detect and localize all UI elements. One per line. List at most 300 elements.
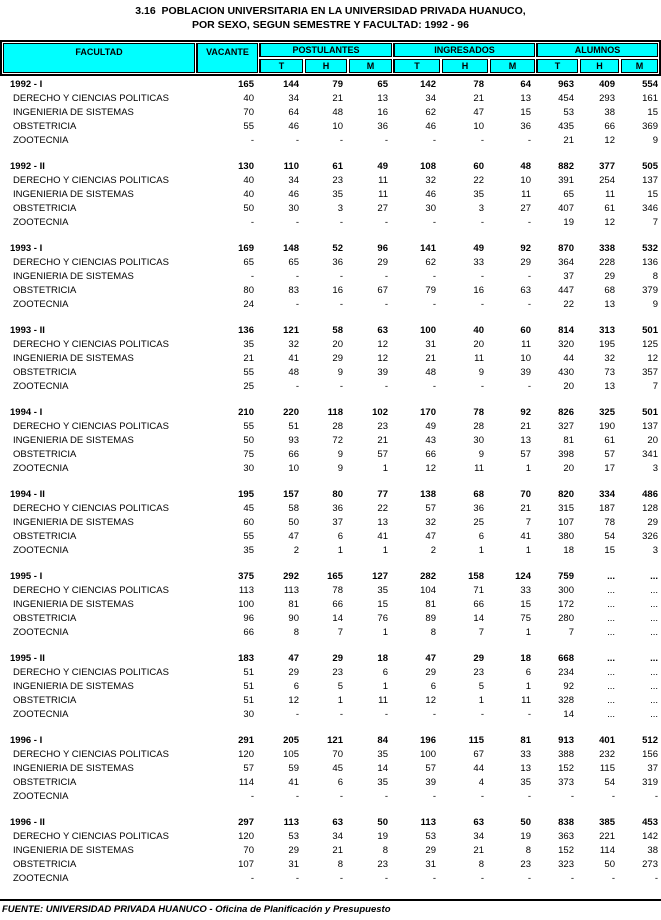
faculty-row [0,830,661,844]
row-label: OBSTETRICIA [13,449,77,460]
value-cell: 8 [430,627,436,638]
value-cell: 1 [382,545,388,556]
value-cell: - [250,135,254,146]
value-cell: 45 [243,503,254,514]
value-cell: 13 [520,93,531,104]
value-cell: 234 [558,667,574,678]
row-label: 1992 - II [10,161,45,172]
value-cell: 435 [558,121,574,132]
value-cell: 66 [243,627,254,638]
value-cell: 453 [642,817,658,828]
value-cell: 12 [288,695,299,706]
value-cell: 8 [652,271,658,282]
value-cell: 78 [332,585,343,596]
value-cell: 31 [288,859,299,870]
value-cell: 47 [288,653,299,664]
value-cell: - [295,271,299,282]
value-cell: 34 [473,831,484,842]
value-cell: 1 [337,695,343,706]
value-cell: ... [607,709,615,720]
row-label: DERECHO Y CIENCIAS POLITICAS [13,749,169,760]
value-cell: ... [650,667,658,678]
value-cell: 512 [642,735,658,746]
value-cell: 15 [520,107,531,118]
value-cell: 454 [558,93,574,104]
value-cell: 96 [377,243,388,254]
value-cell: 35 [243,339,254,350]
value-cell: - [384,381,388,392]
value-cell: 380 [558,531,574,542]
row-label: OBSTETRICIA [13,285,77,296]
faculty-row [0,666,661,680]
faculty-row [0,256,661,270]
group-header-ingresados: INGRESADOS [393,43,535,57]
value-cell: 315 [558,503,574,514]
value-cell: 13 [604,299,615,310]
value-cell: - [384,271,388,282]
value-cell: 34 [332,831,343,842]
value-cell: 32 [425,175,436,186]
value-cell: 60 [473,161,484,172]
value-cell: 55 [243,367,254,378]
value-cell: 20 [563,381,574,392]
value-cell: 501 [642,407,658,418]
value-cell: - [250,873,254,884]
value-cell: 50 [243,435,254,446]
value-cell: 29 [425,667,436,678]
value-cell: 15 [520,599,531,610]
value-cell: - [339,135,343,146]
value-cell: 61 [332,161,343,172]
value-cell: ... [650,585,658,596]
value-cell: 63 [473,817,484,828]
row-label: ZOOTECNIA [13,873,69,884]
value-cell: 196 [420,735,436,746]
sub-header-ingresados-t: T [393,59,440,73]
value-cell: 130 [238,161,254,172]
value-cell: 161 [642,93,658,104]
value-cell: 16 [332,285,343,296]
value-cell: - [432,217,436,228]
value-cell: 8 [293,627,299,638]
value-cell: 70 [243,107,254,118]
value-cell: 29 [647,517,658,528]
value-cell: 9 [478,367,484,378]
value-cell: - [654,791,658,802]
value-cell: 7 [478,627,484,638]
value-cell: 66 [425,449,436,460]
row-label: DERECHO Y CIENCIAS POLITICAS [13,93,169,104]
value-cell: 157 [283,489,299,500]
value-cell: 532 [642,243,658,254]
value-cell: - [295,791,299,802]
value-cell: 90 [288,613,299,624]
value-cell: 1 [382,627,388,638]
faculty-row [0,844,661,858]
value-cell: 62 [425,257,436,268]
value-cell: 76 [377,613,388,624]
value-cell: 128 [642,503,658,514]
value-cell: 7 [337,627,343,638]
value-cell: 8 [478,859,484,870]
row-label: ZOOTECNIA [13,299,69,310]
faculty-row [0,694,661,708]
value-cell: 46 [425,189,436,200]
value-cell: 70 [332,749,343,760]
value-cell: 75 [520,613,531,624]
value-cell: 1 [525,463,531,474]
faculty-row [0,298,661,312]
value-cell: 104 [420,585,436,596]
value-cell: 273 [642,859,658,870]
value-cell: 53 [425,831,436,842]
value-cell: 81 [563,435,574,446]
title-block [0,0,661,32]
row-label: INGENIERIA DE SISTEMAS [13,681,134,692]
semester-total-row [0,488,661,502]
row-label: ZOOTECNIA [13,627,69,638]
value-cell: 41 [288,777,299,788]
value-cell: 16 [473,285,484,296]
value-cell: - [480,873,484,884]
value-cell: 13 [520,435,531,446]
value-cell: 11 [521,189,531,200]
value-cell: 19 [377,831,388,842]
value-cell: 3 [652,545,658,556]
value-cell: - [480,217,484,228]
value-cell: 77 [377,489,388,500]
row-label: 1995 - I [10,571,43,582]
value-cell: 137 [642,421,658,432]
value-cell: 70 [243,845,254,856]
value-cell: ... [607,627,615,638]
value-cell: 338 [599,243,615,254]
value-cell: 11 [521,339,531,350]
value-cell: 29 [288,667,299,678]
value-cell: 1 [525,627,531,638]
value-cell: 44 [473,763,484,774]
row-label: 1992 - I [10,79,43,90]
value-cell: 65 [243,257,254,268]
faculty-row [0,612,661,626]
value-cell: - [480,791,484,802]
section-gap [0,886,661,898]
value-cell: 46 [288,189,299,200]
value-cell: 61 [604,435,615,446]
value-cell: 22 [563,299,574,310]
value-cell: ... [650,653,658,664]
value-cell: 12 [604,217,615,228]
value-cell: 388 [558,749,574,760]
value-cell: - [384,135,388,146]
value-cell: 29 [377,257,388,268]
value-cell: 21 [332,93,343,104]
value-cell: 407 [558,203,574,214]
value-cell: 35 [473,189,484,200]
value-cell: 49 [425,421,436,432]
value-cell: 105 [283,749,299,760]
value-cell: 127 [372,571,388,582]
value-cell: 319 [642,777,658,788]
value-cell: 81 [425,599,436,610]
value-cell: 232 [599,749,615,760]
value-cell: ... [650,695,658,706]
value-cell: 142 [420,79,436,90]
value-cell: 327 [558,421,574,432]
semester-total-row [0,242,661,256]
value-cell: 19 [520,831,531,842]
faculty-row [0,748,661,762]
value-cell: 80 [243,285,254,296]
semester-total-row [0,160,661,174]
value-cell: 50 [288,517,299,528]
value-cell: - [384,299,388,310]
value-cell: 36 [377,121,388,132]
value-cell: 23 [332,667,343,678]
value-cell: 30 [243,709,254,720]
value-cell: 13 [377,93,388,104]
faculty-row [0,92,661,106]
value-cell: 6 [478,531,484,542]
value-cell: ... [607,681,615,692]
value-cell: 120 [238,749,254,760]
faculty-row [0,708,661,722]
row-label: OBSTETRICIA [13,777,77,788]
value-cell: 882 [558,161,574,172]
faculty-row [0,216,661,230]
group-header-alumnos: ALUMNOS [536,43,658,57]
value-cell: 46 [288,121,299,132]
value-cell: - [480,709,484,720]
faculty-row [0,626,661,640]
value-cell: 15 [604,545,615,556]
value-cell: 35 [377,749,388,760]
value-cell: 21 [563,135,574,146]
value-cell: 40 [243,93,254,104]
value-cell: 39 [520,367,531,378]
value-cell: 1 [337,545,343,556]
row-label: ZOOTECNIA [13,381,69,392]
value-cell: - [432,873,436,884]
value-cell: 83 [288,285,299,296]
value-cell: 6 [293,681,299,692]
value-cell: 66 [473,599,484,610]
row-label: INGENIERIA DE SISTEMAS [13,763,134,774]
row-label: ZOOTECNIA [13,217,69,228]
value-cell: 158 [468,571,484,582]
value-cell: 36 [332,503,343,514]
value-cell: 38 [604,107,615,118]
faculty-row [0,134,661,148]
value-cell: 49 [473,243,484,254]
value-cell: 24 [243,299,254,310]
value-cell: 22 [377,503,388,514]
row-label: INGENIERIA DE SISTEMAS [13,271,134,282]
value-cell: 125 [642,339,658,350]
value-cell: 447 [558,285,574,296]
value-cell: 54 [604,531,615,542]
value-cell: 6 [337,531,343,542]
value-cell: - [570,791,574,802]
value-cell: - [384,873,388,884]
value-cell: 170 [420,407,436,418]
value-cell: 7 [525,517,531,528]
value-cell: 10 [520,175,531,186]
section-gap [0,148,661,160]
value-cell: 20 [647,435,658,446]
sub-header-ingresados-m: M [490,59,535,73]
value-cell: ... [650,627,658,638]
value-cell: 3 [652,463,658,474]
faculty-row [0,420,661,434]
faculty-row [0,434,661,448]
value-cell: 75 [243,449,254,460]
value-cell: 31 [425,859,436,870]
value-cell: 377 [599,161,615,172]
faculty-row [0,338,661,352]
value-cell: 364 [558,257,574,268]
value-cell: 814 [558,325,574,336]
row-label: 1996 - II [10,817,45,828]
row-label: DERECHO Y CIENCIAS POLITICAS [13,421,169,432]
value-cell: 59 [288,763,299,774]
value-cell: ... [607,667,615,678]
value-cell: 12 [425,695,436,706]
value-cell: 398 [558,449,574,460]
value-cell: ... [607,613,615,624]
value-cell: 391 [558,175,574,186]
value-cell: 11 [474,353,484,364]
value-cell: 79 [425,285,436,296]
value-cell: 108 [420,161,436,172]
value-cell: 29 [288,845,299,856]
value-cell: 401 [599,735,615,746]
value-cell: 148 [283,243,299,254]
value-cell: - [295,217,299,228]
row-label: OBSTETRICIA [13,859,77,870]
value-cell: 78 [473,407,484,418]
value-cell: 29 [332,653,343,664]
value-cell: ... [607,585,615,596]
value-cell: 430 [558,367,574,378]
value-cell: 53 [563,107,574,118]
row-label: INGENIERIA DE SISTEMAS [13,107,134,118]
row-label: DERECHO Y CIENCIAS POLITICAS [13,503,169,514]
faculty-row [0,106,661,120]
value-cell: 29 [425,845,436,856]
value-cell: 43 [425,435,436,446]
sub-header-postulantes-m: M [349,59,392,73]
row-label: INGENIERIA DE SISTEMAS [13,845,134,856]
value-cell: 23 [377,859,388,870]
value-cell: 8 [337,859,343,870]
section-gap [0,640,661,652]
value-cell: 297 [238,817,254,828]
value-cell: 291 [238,735,254,746]
value-cell: 963 [558,79,574,90]
value-cell: 51 [243,695,254,706]
value-cell: 66 [604,121,615,132]
row-label: INGENIERIA DE SISTEMAS [13,353,134,364]
value-cell: 300 [558,585,574,596]
faculty-row [0,380,661,394]
value-cell: 8 [525,845,531,856]
page-title-line2: POR SEXO, SEGUN SEMESTRE Y FACULTAD: 1992 - 96 [192,19,469,31]
value-cell: - [250,271,254,282]
value-cell: 64 [520,79,531,90]
value-cell: - [295,135,299,146]
value-cell: 33 [520,749,531,760]
faculty-row [0,502,661,516]
value-cell: 156 [642,749,658,760]
table-header-grid [2,42,659,74]
faculty-row [0,174,661,188]
value-cell: 38 [647,845,658,856]
value-cell: 29 [332,353,343,364]
value-cell: 142 [642,831,658,842]
value-cell: ... [607,599,615,610]
value-cell: - [384,791,388,802]
row-label: ZOOTECNIA [13,135,69,146]
row-label: ZOOTECNIA [13,545,69,556]
value-cell: 46 [425,121,436,132]
value-cell: 21 [243,353,254,364]
section-gap [0,558,661,570]
section-gap [0,804,661,816]
value-cell: 55 [243,121,254,132]
value-cell: 326 [642,531,658,542]
value-cell: 93 [288,435,299,446]
value-cell: 100 [420,325,436,336]
semester-total-row [0,78,661,92]
value-cell: 110 [283,161,299,172]
value-cell: 334 [599,489,615,500]
row-label: INGENIERIA DE SISTEMAS [13,599,134,610]
value-cell: 30 [473,435,484,446]
value-cell: 5 [337,681,343,692]
value-cell: 325 [599,407,615,418]
value-cell: 66 [332,599,343,610]
value-cell: - [432,709,436,720]
value-cell: - [339,709,343,720]
faculty-row [0,584,661,598]
value-cell: 30 [425,203,436,214]
value-cell: 48 [332,107,343,118]
value-cell: 48 [520,161,531,172]
value-cell: 57 [377,449,388,460]
value-cell: 21 [520,421,531,432]
value-cell: 280 [558,613,574,624]
value-cell: 96 [243,613,254,624]
value-cell: 3 [337,203,343,214]
faculty-row [0,544,661,558]
value-cell: 28 [473,421,484,432]
value-cell: 67 [473,749,484,760]
value-cell: 29 [520,257,531,268]
group-header-postulantes: POSTULANTES [259,43,392,57]
value-cell: 92 [563,681,574,692]
value-cell: ... [607,653,615,664]
sub-header-postulantes-t: T [259,59,303,73]
faculty-row [0,790,661,804]
value-cell: 1 [478,545,484,556]
value-cell: 60 [520,325,531,336]
value-cell: 34 [288,175,299,186]
semester-total-row [0,734,661,748]
value-cell: 2 [430,545,436,556]
value-cell: 2 [293,545,299,556]
value-cell: 11 [521,695,531,706]
